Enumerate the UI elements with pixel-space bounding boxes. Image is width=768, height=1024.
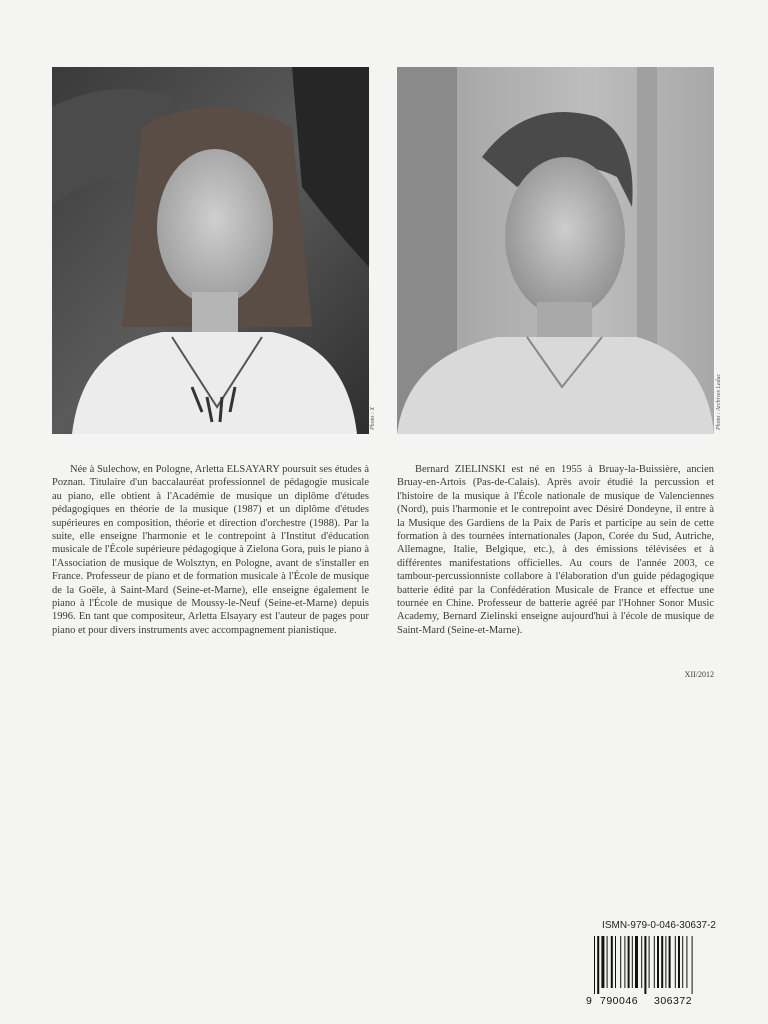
barcode-bar — [607, 936, 608, 988]
biography-bernard-zielinski: Bernard ZIELINSKI est né en 1955 à Bruay-la-Buissière, ancien Bruay-en-Artois (Pas-de-Calais). Après avoir étudié la percussion et l'histoire de la musique à l'École nationale de musique de Valenciennes (Nord), puis l'harmonie et le contrepoint avec Désiré Dondeyne, il entre à la Musique des Gardiens de la Paix de Paris et participe au sein de cette formation à des tournées internationales (Japon, Corée du Sud, Autriche, Allemagne, Italie, Belgique, etc.), à des émissions télévisées et à différentes manifestations officielles. Au cours de l'année 2003, ce tambour-percussionniste collabore à l'élaboration d'un guide pédagogique batterie édité par la Confédération Musicale de France et effectue une tournée en Chine. Professeur de batterie agréé par l'Hohner Sonor Music Academy, Bernard Zielinski enseigne aujourd'hui à l'école de musique de Saint-Mard (Seine-et-Marne). — [397, 464, 714, 636]
barcode-digits-right: 306372 — [654, 995, 693, 1007]
barcode-bar — [611, 936, 613, 988]
portrait-photo-left — [52, 67, 369, 434]
barcode-bar — [649, 936, 650, 988]
barcode-bar — [601, 936, 604, 988]
barcode-bar — [661, 936, 663, 988]
barcode-bar — [624, 936, 625, 988]
barcode-bar — [628, 936, 630, 988]
barcode-bar — [675, 936, 676, 988]
barcode-bar — [635, 936, 638, 988]
barcode-bar — [686, 936, 687, 988]
barcode-bar — [597, 936, 599, 994]
portrait-man-image — [397, 67, 714, 434]
barcode-digits-left: 790046 — [600, 995, 639, 1007]
barcode-bar — [692, 936, 693, 994]
barcode-digit-first: 9 — [586, 995, 593, 1007]
barcode-bar — [678, 936, 680, 988]
barcode-bar — [665, 936, 666, 988]
barcode-bar — [654, 936, 655, 988]
portrait-woman-image — [52, 67, 369, 434]
barcode-icon — [590, 936, 714, 994]
barcode-bar — [632, 936, 633, 988]
barcode-bar — [644, 936, 646, 994]
ismn-number: ISMN-979-0-046-30637-2 — [602, 920, 716, 931]
photo-credit-right: Photo : Archives Leduc — [716, 373, 722, 430]
barcode-bar — [657, 936, 659, 988]
portrait-photo-right — [397, 67, 714, 434]
barcode-bar — [615, 936, 616, 988]
barcode-bar — [682, 936, 683, 988]
barcode-bar — [594, 936, 595, 994]
barcode-bar — [669, 936, 671, 988]
barcode-bar — [620, 936, 621, 988]
barcode-bar — [641, 936, 642, 988]
date-code: XII/2012 — [684, 670, 714, 679]
barcode-block — [586, 920, 716, 1020]
photo-credit-left: Photo : X — [370, 407, 376, 430]
biography-arletta-elsayary: Née à Sulechow, en Pologne, Arletta ELSAYARY poursuit ses études à Poznan. Titulaire d'un baccalauréat professionnel de pédagogie musicale au piano, elle obtient à l'Académie de musique un diplôme d'études pédagogiques en théorie de la musique (1987) et un diplôme d'études supérieures en composition, théorie et direction d'orchestre (1988). Par la suite, elle enseigne l'harmonie et le contrepoint à l'Institut d'éducation musicale de l'École supérieure pédagogique à Zielona Gora, puis le piano à l'Association de musique de Wolsztyn, en Pologne, avant de s'installer en France. Professeur de piano et de formation musicale à l'École de musique de la Goële, à Saint-Mard (Seine-et-Marne), elle enseigne également le piano à l'École de musique de Moussy-le-Neuf (Seine-et-Marne) depuis 1996. En tant que compositeur, Arletta Elsayary est l'auteur de pages pour piano et pour divers instruments avec accompagnement pianistique. — [52, 464, 369, 636]
